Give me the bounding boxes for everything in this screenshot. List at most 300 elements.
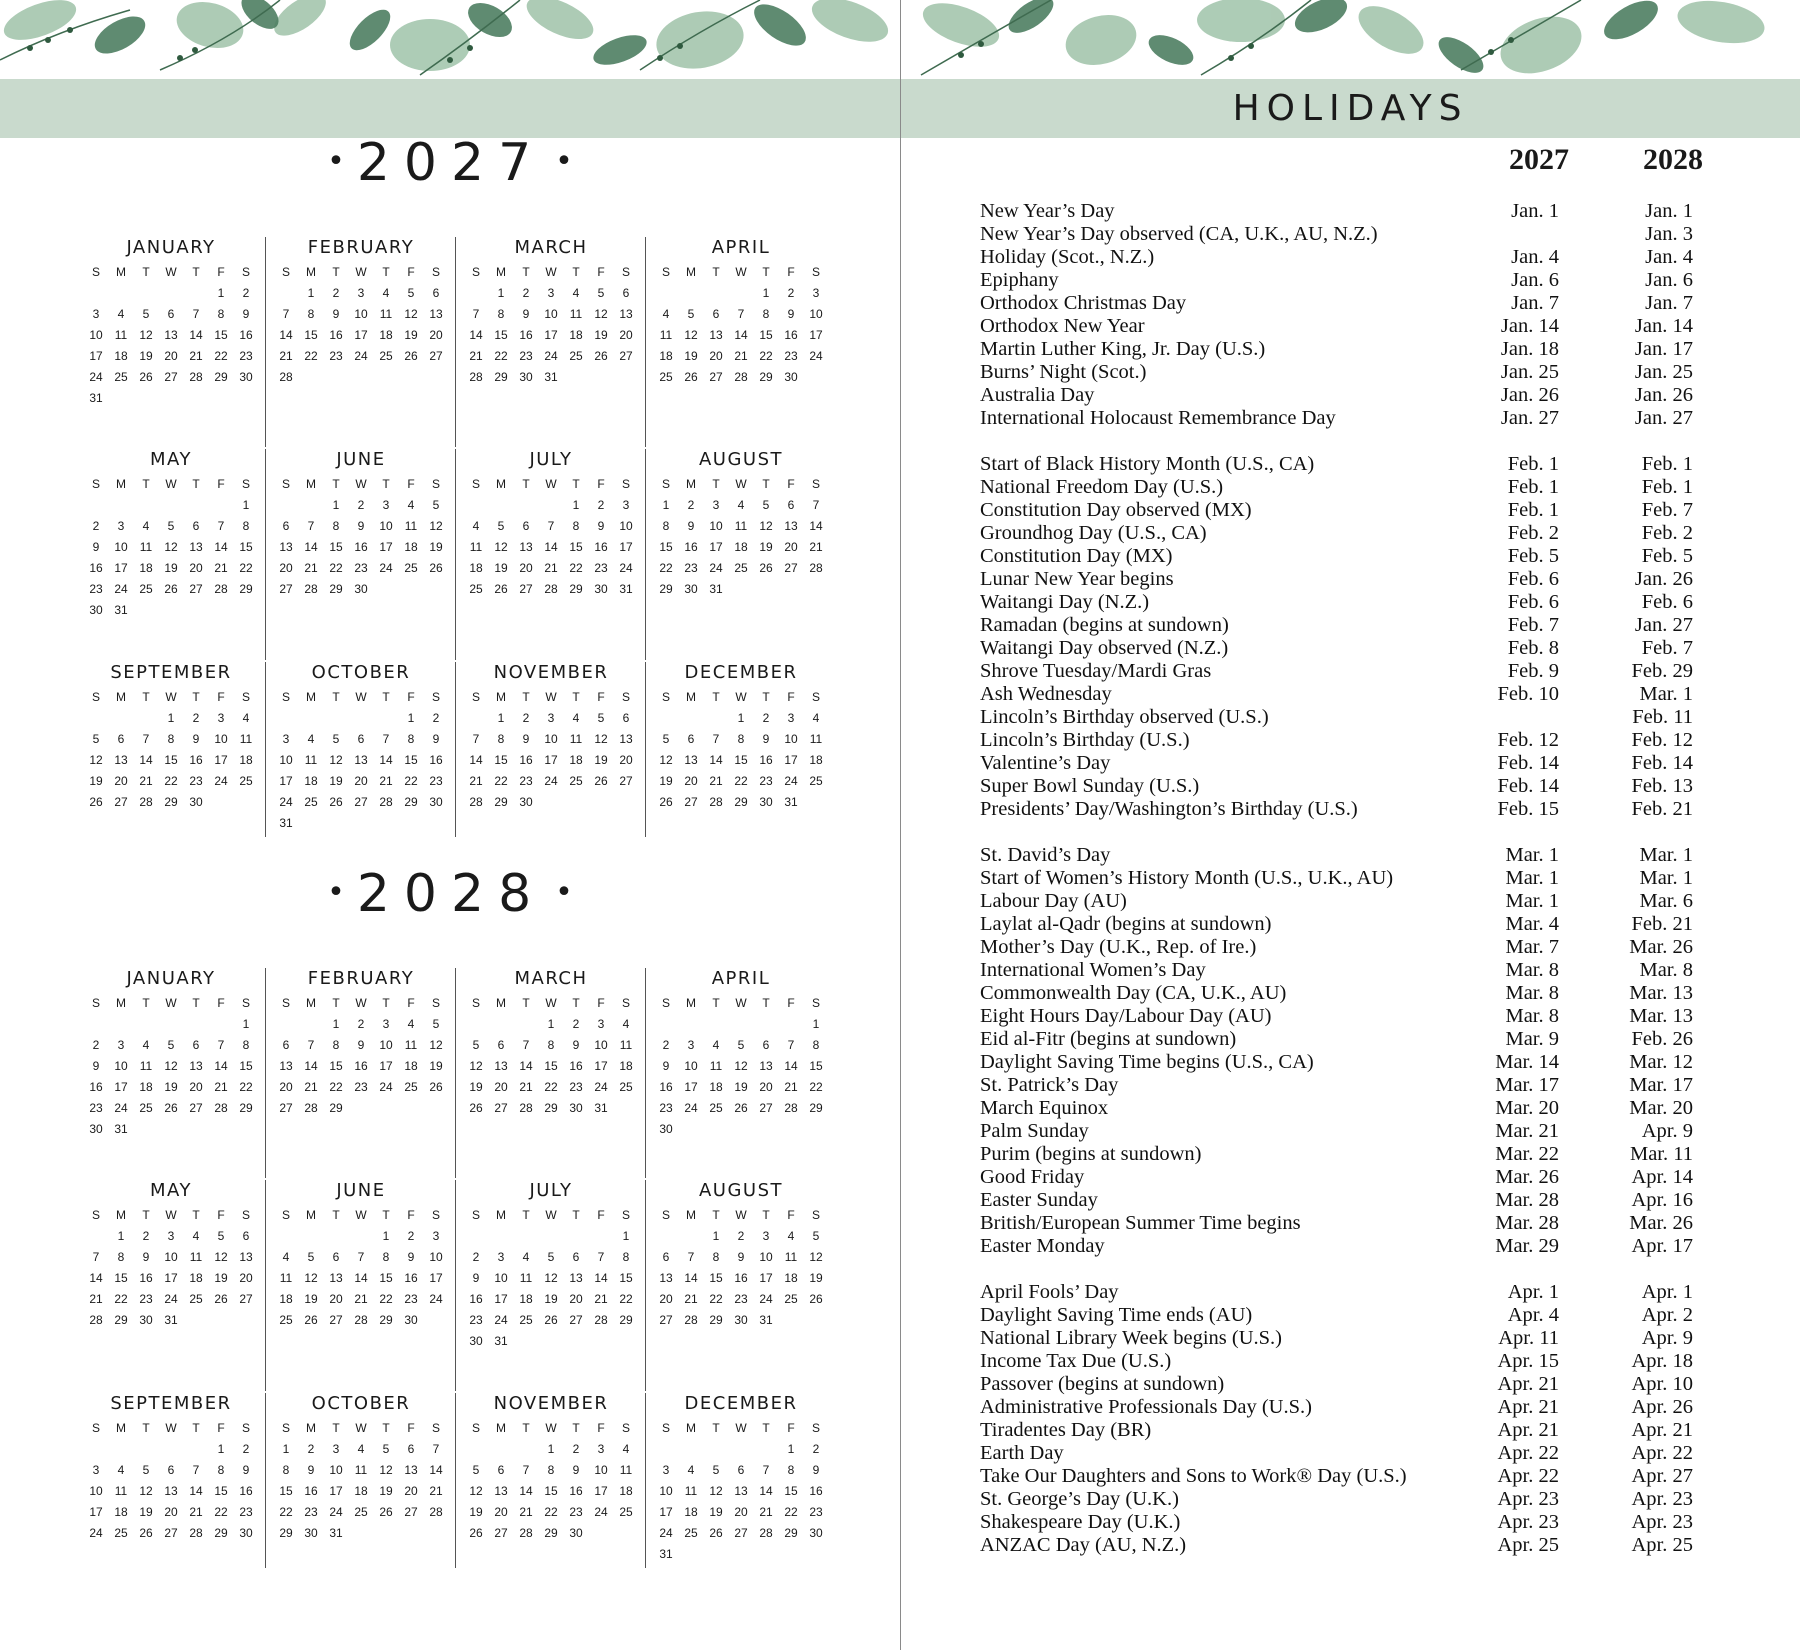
day-cell: 25 [809,774,823,788]
holiday-name: Waitangi Day (N.Z.) [980,591,1150,613]
holiday-row [980,591,1720,614]
year-number: 2027 [356,133,546,193]
weekday-label: W [355,996,367,1010]
weekday-header [648,1205,834,1226]
day-cell: 14 [759,1484,773,1498]
day-cell: 4 [522,1250,530,1264]
weekday-label: S [431,996,440,1010]
day-cell: 31 [784,795,798,809]
holiday-name: Burns’ Night (Scot.) [980,361,1147,383]
day-cell: 21 [214,561,228,575]
day-cell: 2 [812,1442,820,1456]
day-cell: 18 [114,349,128,363]
month-name: NOVEMBER [493,662,609,683]
day-cell: 18 [404,1059,418,1073]
day-cell: 13 [114,753,128,767]
holiday-date-2028: Feb. 12 [1631,729,1693,751]
day-cell: 22 [659,561,673,575]
weekday-label: T [522,1421,530,1435]
day-cell: 17 [659,1505,673,1519]
day-blank [464,708,489,729]
day-cell: 7 [472,307,480,321]
holiday-row [980,292,1720,315]
day-blank [159,1439,184,1460]
day-cell: 23 [784,349,798,363]
day-cell: 1 [332,498,340,512]
weekday-label: W [165,1421,177,1435]
weekday-header [78,687,264,708]
day-cell: 2 [307,1442,315,1456]
column-divider [455,1393,456,1568]
day-cell: 8 [307,307,315,321]
day-cell: 12 [329,753,343,767]
day-cell: 1 [242,1017,250,1031]
holiday-name: International Holocaust Remembrance Day [980,407,1336,429]
day-cell: 3 [92,307,100,321]
day-cell: 28 [709,795,723,809]
holiday-name: Martin Luther King, Jr. Day (U.S.) [980,338,1266,360]
day-cell: 10 [114,540,128,554]
weekday-label: F [217,1208,225,1222]
weekday-label: T [382,265,390,279]
day-grid [458,1439,644,1544]
holiday-date-2027: Feb. 14 [1497,775,1559,797]
day-cell: 30 [684,582,698,596]
day-cell: 6 [432,286,440,300]
holiday-date-2028: Jan. 25 [1634,361,1693,383]
day-cell: 18 [404,540,418,554]
day-cell: 9 [242,307,250,321]
month-march [458,237,644,447]
holiday-date-2027: Feb. 15 [1497,798,1559,820]
day-cell: 7 [687,1250,695,1264]
day-cell: 23 [89,1101,103,1115]
weekday-label: S [281,1208,290,1222]
holiday-date-2027: Feb. 2 [1507,522,1559,544]
day-cell: 8 [167,732,175,746]
day-cell: 24 [329,1505,343,1519]
day-cell: 27 [659,1313,673,1327]
day-cell: 28 [189,1526,203,1540]
weekday-label: S [471,690,480,704]
holiday-date-2027: Jan. 7 [1511,292,1559,314]
day-cell: 4 [622,1017,630,1031]
day-cell: 12 [164,1059,178,1073]
holiday-date-2027: Jan. 26 [1500,384,1559,406]
day-cell: 18 [279,1292,293,1306]
holiday-date-2028: Feb. 11 [1632,706,1693,728]
holiday-date-2028: Apr. 9 [1641,1327,1693,1349]
weekday-label: T [332,996,340,1010]
day-cell: 3 [382,498,390,512]
day-blank [704,1439,729,1460]
day-cell: 13 [429,307,443,321]
day-cell: 20 [784,540,798,554]
day-grid [78,283,264,409]
day-cell: 22 [784,1505,798,1519]
holiday-date-2027: Mar. 28 [1495,1212,1559,1234]
day-cell: 4 [662,307,670,321]
day-cell: 2 [762,711,770,725]
day-cell: 19 [809,1271,823,1285]
weekday-label: M [116,477,126,491]
day-cell: 16 [684,540,698,554]
day-grid [458,1014,644,1119]
holiday-date-2028: Apr. 1 [1641,1281,1693,1303]
day-cell: 29 [214,370,228,384]
day-cell: 28 [469,370,483,384]
day-cell: 15 [404,753,418,767]
day-cell: 2 [572,1017,580,1031]
holiday-list [980,200,1720,1580]
day-cell: 24 [429,1292,443,1306]
day-cell: 17 [114,1080,128,1094]
day-cell: 15 [569,540,583,554]
day-cell: 14 [379,753,393,767]
weekday-label: M [686,477,696,491]
day-cell: 13 [619,732,633,746]
day-cell: 20 [659,1292,673,1306]
weekday-label: T [382,996,390,1010]
weekday-label: F [407,477,415,491]
holiday-name: Labour Day (AU) [980,890,1127,912]
day-blank [464,1226,489,1247]
day-cell: 17 [619,540,633,554]
day-cell: 10 [164,1250,178,1264]
holiday-date-2028: Feb. 14 [1631,752,1693,774]
day-cell: 29 [659,582,673,596]
day-cell: 15 [214,328,228,342]
day-cell: 19 [709,1505,723,1519]
day-grid [78,1226,264,1331]
holiday-row [980,499,1720,522]
holiday-name: Passover (begins at sundown) [980,1373,1225,1395]
day-cell: 26 [164,582,178,596]
column-divider [455,237,456,447]
day-cell: 26 [734,1101,748,1115]
day-cell: 6 [167,1463,175,1477]
day-cell: 17 [544,753,558,767]
day-cell: 3 [547,711,555,725]
weekday-header [458,1205,644,1226]
holiday-date-2027: Feb. 9 [1507,660,1559,682]
day-cell: 16 [429,753,443,767]
day-cell: 6 [687,732,695,746]
holiday-date-2028: Apr. 16 [1631,1189,1693,1211]
day-cell: 8 [547,1038,555,1052]
day-cell: 31 [594,1101,608,1115]
day-cell: 1 [242,498,250,512]
day-cell: 20 [189,561,203,575]
day-cell: 7 [357,1250,365,1264]
day-cell: 28 [304,582,318,596]
weekday-header [648,687,834,708]
day-blank [184,1014,209,1035]
day-cell: 29 [164,795,178,809]
weekday-header [268,262,454,283]
day-cell: 16 [304,1484,318,1498]
weekday-label: M [496,1208,506,1222]
day-cell: 2 [787,286,795,300]
weekday-label: M [116,690,126,704]
day-blank [84,1014,109,1035]
day-cell: 15 [619,1271,633,1285]
day-cell: 21 [189,349,203,363]
holiday-row [980,1166,1720,1189]
day-cell: 19 [469,1505,483,1519]
holiday-row [980,1419,1720,1442]
day-blank [654,708,679,729]
day-blank [729,1014,754,1035]
day-cell: 16 [329,328,343,342]
day-cell: 15 [329,1059,343,1073]
holiday-row [980,1281,1720,1304]
holiday-row [980,1534,1720,1557]
day-cell: 25 [659,370,673,384]
day-grid [268,708,454,834]
day-cell: 26 [404,349,418,363]
day-cell: 26 [709,1526,723,1540]
column-divider [265,449,266,660]
day-cell: 21 [809,540,823,554]
day-cell: 7 [217,1038,225,1052]
day-cell: 5 [92,732,100,746]
day-cell: 27 [279,582,293,596]
day-grid [458,495,644,600]
day-cell: 15 [239,540,253,554]
weekday-label: T [332,1208,340,1222]
holiday-date-2028: Mar. 20 [1629,1097,1693,1119]
day-cell: 30 [569,1526,583,1540]
weekday-label: S [661,690,670,704]
weekday-label: M [496,690,506,704]
day-cell: 27 [709,370,723,384]
weekday-label: W [545,265,557,279]
day-cell: 5 [472,1038,480,1052]
weekday-label: W [165,265,177,279]
holiday-date-2027: Mar. 29 [1495,1235,1559,1257]
day-cell: 4 [787,1229,795,1243]
month-name: JUNE [336,449,386,470]
day-cell: 26 [594,349,608,363]
day-cell: 15 [709,1271,723,1285]
day-cell: 17 [594,1484,608,1498]
day-cell: 10 [659,1484,673,1498]
day-cell: 22 [214,349,228,363]
day-cell: 1 [217,1442,225,1456]
day-cell: 12 [89,753,103,767]
weekday-label: S [471,1421,480,1435]
day-cell: 22 [114,1292,128,1306]
day-cell: 19 [734,1080,748,1094]
day-cell: 23 [594,561,608,575]
holiday-row [980,1442,1720,1465]
weekday-header [78,262,264,283]
day-cell: 5 [597,711,605,725]
weekday-label: M [496,265,506,279]
holiday-date-2028: Feb. 29 [1631,660,1693,682]
day-cell: 11 [404,519,418,533]
holiday-date-2027: Apr. 4 [1507,1304,1559,1326]
weekday-label: T [142,477,150,491]
holiday-name: Holiday (Scot., N.Z.) [980,246,1155,268]
holiday-row [980,1143,1720,1166]
holiday-row [980,1028,1720,1051]
weekday-label: F [597,1208,605,1222]
day-cell: 6 [192,1038,200,1052]
day-cell: 17 [709,540,723,554]
day-cell: 24 [659,1526,673,1540]
day-cell: 18 [469,561,483,575]
day-cell: 2 [522,286,530,300]
weekday-label: F [597,265,605,279]
day-cell: 4 [117,1463,125,1477]
day-cell: 8 [737,732,745,746]
weekday-label: S [661,265,670,279]
weekday-label: T [192,1208,200,1222]
holiday-date-2028: Feb. 1 [1641,476,1693,498]
holiday-date-2027: Mar. 1 [1505,867,1559,889]
day-cell: 5 [762,498,770,512]
day-cell: 29 [379,1313,393,1327]
day-cell: 20 [619,328,633,342]
day-cell: 10 [809,307,823,321]
day-cell: 19 [304,1292,318,1306]
day-cell: 24 [494,1313,508,1327]
day-cell: 24 [114,1101,128,1115]
day-cell: 11 [709,1059,723,1073]
day-cell: 18 [809,753,823,767]
month-name: AUGUST [698,449,784,470]
holiday-name: Shrove Tuesday/Mardi Gras [980,660,1212,682]
day-cell: 3 [812,286,820,300]
weekday-header [268,474,454,495]
year-calendar-2028 [78,968,826,1568]
column-divider [455,1180,456,1391]
day-cell: 17 [594,1059,608,1073]
weekday-label: W [355,477,367,491]
holiday-date-2028: Apr. 10 [1631,1373,1693,1395]
holiday-date-2027: Mar. 22 [1495,1143,1559,1165]
holiday-date-2027: Feb. 1 [1507,499,1559,521]
weekday-label: W [545,690,557,704]
day-cell: 6 [622,711,630,725]
day-cell: 8 [217,1463,225,1477]
weekday-label: T [382,477,390,491]
day-cell: 24 [214,774,228,788]
holiday-date-2027: Feb. 1 [1507,476,1559,498]
weekday-label: W [735,477,747,491]
holiday-date-2027: Jan. 27 [1500,407,1559,429]
weekday-label: T [522,690,530,704]
holiday-name: Daylight Saving Time begins (U.S., CA) [980,1051,1314,1073]
holiday-name: Tiradentes Day (BR) [980,1419,1152,1441]
month-name: JUNE [336,1180,386,1201]
holiday-date-2028: Mar. 1 [1639,867,1693,889]
weekday-label: T [522,1208,530,1222]
day-cell: 25 [569,349,583,363]
day-blank [184,495,209,516]
day-cell: 11 [469,540,483,554]
holiday-date-2028: Mar. 13 [1629,1005,1693,1027]
day-cell: 1 [662,498,670,512]
holiday-date-2027: Mar. 14 [1495,1051,1559,1073]
day-cell: 11 [519,1271,533,1285]
day-cell: 15 [494,753,508,767]
day-cell: 12 [544,1271,558,1285]
column-year-2027: 2027 [1509,143,1569,176]
day-cell: 3 [687,1038,695,1052]
day-cell: 14 [594,1271,608,1285]
day-cell: 14 [304,1059,318,1073]
weekday-header [78,474,264,495]
day-cell: 7 [762,1463,770,1477]
day-cell: 2 [407,1229,415,1243]
day-cell: 14 [734,328,748,342]
weekday-label: S [661,477,670,491]
weekday-label: T [712,265,720,279]
day-cell: 28 [354,1313,368,1327]
weekday-label: M [306,690,316,704]
day-cell: 9 [192,732,200,746]
weekday-label: T [192,477,200,491]
month-name: JANUARY [126,237,216,258]
day-cell: 4 [307,732,315,746]
day-cell: 10 [89,1484,103,1498]
day-blank [704,708,729,729]
day-blank [589,1226,614,1247]
holiday-date-2028: Jan. 27 [1634,407,1693,429]
weekday-label: S [621,477,630,491]
day-blank [159,1014,184,1035]
day-cell: 11 [304,753,318,767]
weekday-header [268,1205,454,1226]
day-cell: 26 [89,795,103,809]
holiday-row [980,1304,1720,1327]
column-divider [265,662,266,837]
day-cell: 2 [432,711,440,725]
weekday-label: T [762,690,770,704]
holiday-name: Valentine’s Day [980,752,1111,774]
day-blank [679,1226,704,1247]
day-cell: 31 [759,1313,773,1327]
day-cell: 2 [662,1038,670,1052]
holiday-name: British/European Summer Time begins [980,1212,1301,1234]
day-cell: 3 [432,1229,440,1243]
day-grid [648,1226,834,1331]
day-cell: 8 [787,1463,795,1477]
day-cell: 5 [307,1250,315,1264]
day-blank [539,495,564,516]
day-cell: 11 [379,307,393,321]
day-cell: 14 [214,540,228,554]
day-cell: 23 [239,349,253,363]
day-cell: 1 [167,711,175,725]
day-cell: 20 [279,561,293,575]
holiday-date-2028: Jan. 26 [1634,384,1693,406]
day-blank [464,495,489,516]
day-cell: 5 [432,1017,440,1031]
day-cell: 6 [762,1038,770,1052]
day-blank [109,283,134,304]
holiday-row [980,1465,1720,1488]
day-cell: 12 [709,1484,723,1498]
weekday-label: S [241,1421,250,1435]
day-cell: 26 [329,795,343,809]
day-cell: 5 [432,498,440,512]
day-cell: 9 [597,519,605,533]
day-cell: 9 [432,732,440,746]
